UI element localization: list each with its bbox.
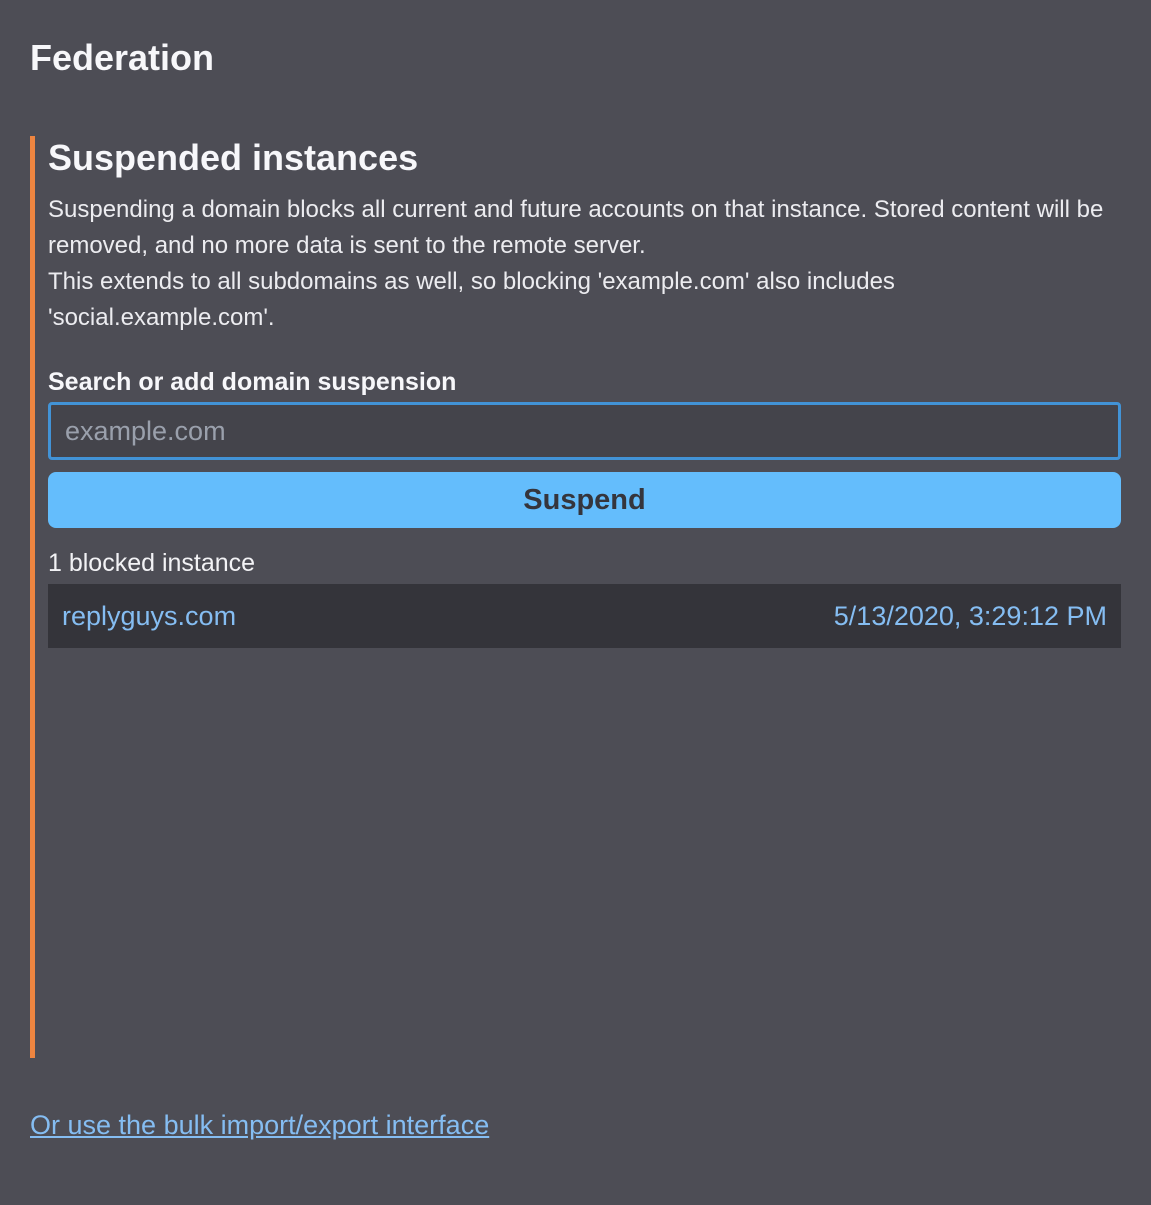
domain-search-input[interactable] bbox=[48, 402, 1121, 460]
page-title: Federation bbox=[30, 37, 215, 78]
suspend-button[interactable]: Suspend bbox=[48, 472, 1121, 528]
blocked-domain-link[interactable]: replyguys.com bbox=[62, 600, 237, 631]
suspension-date: 5/13/2020, 3:29:12 PM bbox=[833, 600, 1107, 631]
suspended-instances-section bbox=[30, 136, 1121, 1058]
blocked-count: 1 blocked instance bbox=[48, 549, 256, 577]
bulk-import-export-link[interactable]: Or use the bulk import/export interface bbox=[30, 1110, 490, 1140]
federation-page bbox=[0, 36, 1151, 1205]
domain-search-label: Search or add domain suspension bbox=[48, 368, 457, 396]
description-paragraph-1: Suspending a domain blocks all current and future accounts on that instance. Stored content will be removed, and no more data is sent to the remote server. bbox=[48, 196, 1104, 259]
blocked-instance-row[interactable] bbox=[48, 584, 1121, 648]
section-heading: Suspended instances bbox=[48, 137, 419, 178]
section-description bbox=[48, 192, 1121, 336]
description-paragraph-2: This extends to all subdomains as well, so blocking 'example.com' also includes 'social.example.com'. bbox=[48, 268, 895, 331]
